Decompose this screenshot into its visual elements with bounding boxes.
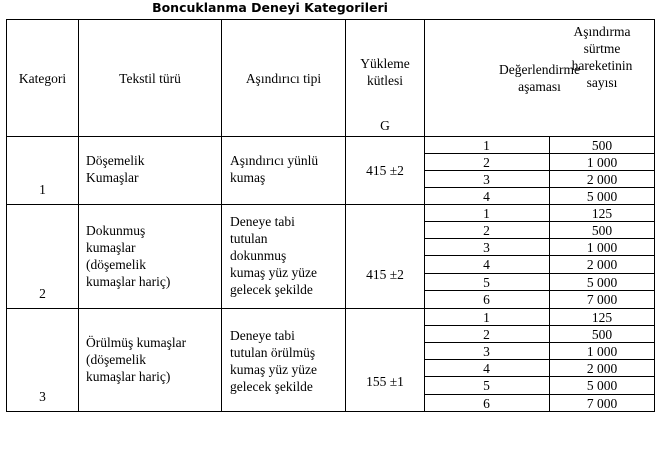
row3-rubs-6: 7 000 [586, 396, 618, 411]
row2-asindirici: Deneye tabi tutulan dokunmuş kumaş yüz yüze gelecek şekilde [230, 214, 317, 297]
row1-stage-4: 4 [483, 189, 490, 204]
col-line-6 [654, 19, 655, 412]
row1-rubs-2: 1 000 [586, 155, 618, 170]
row2-stage-1: 1 [483, 206, 490, 221]
row2-yukleme: 415 ±2 [366, 266, 404, 282]
header-tekstil-turu: Tekstil türü [119, 70, 181, 86]
row2-rubs-5: 5 000 [586, 275, 618, 290]
row2-stage-2: 2 [483, 223, 490, 238]
row3-tekstil: Örülmüş kumaşlar (döşemelik kumaşlar hariç) [86, 335, 187, 384]
table-title: Boncuklanma Deneyi Kategorileri [152, 0, 388, 15]
row1-rubs-4: 5 000 [586, 189, 618, 204]
header-asindirici-tipi: Aşındırıcı tipi [245, 70, 322, 86]
row1-yukleme: 415 ±2 [366, 163, 404, 178]
row3-rubs-4: 2 000 [586, 361, 618, 376]
row1-stage-3: 3 [483, 172, 490, 187]
row3-rubs-2: 500 [591, 327, 613, 342]
row1-tekstil: Döşemelik Kumaşlar [86, 153, 145, 185]
row2-kategori: 2 [39, 286, 46, 301]
row3-stage-6: 6 [483, 396, 490, 411]
row3-stage-4: 4 [483, 361, 490, 376]
row2-rubs-6: 7 000 [586, 292, 618, 307]
row2-rubs-1: 125 [591, 206, 613, 221]
row2-stage-6: 6 [483, 292, 490, 307]
row1-rubs-1: 500 [591, 138, 613, 153]
row1-asindirici: Aşındırıcı yünlü kumaş [230, 153, 319, 185]
row3-stage-5: 5 [483, 378, 490, 393]
row3-yukleme: 155 ±1 [366, 374, 404, 389]
row3-stage-1: 1 [483, 310, 490, 325]
row2-stage-5: 5 [483, 275, 490, 290]
row3-asindirici: Deneye tabi tutulan örülmüş kumaş yüz yüze gelecek şekilde [230, 328, 317, 394]
row1-rubs-3: 2 000 [586, 172, 618, 187]
header-degerlendirme-asamasi: Değerlendirme aşaması [499, 62, 580, 94]
row3-stage-2: 2 [483, 327, 490, 342]
header-yukleme-unit: G [380, 117, 390, 133]
row3-rubs-1: 125 [591, 310, 613, 325]
row2-rubs-4: 2 000 [586, 257, 618, 272]
row2-rubs-2: 500 [591, 223, 613, 238]
row2-stage-3: 3 [483, 240, 490, 255]
header-yukleme-kutlesi: Yükleme kütlesi [360, 56, 410, 88]
header-kategori: Kategori [18, 70, 67, 86]
row1-stage-2: 2 [483, 155, 490, 170]
row3-rubs-5: 5 000 [586, 378, 618, 393]
row3-rubs-3: 1 000 [586, 344, 618, 359]
row2-stage-4: 4 [483, 257, 490, 272]
row2-rubs-3: 1 000 [586, 240, 618, 255]
row3-stage-3: 3 [483, 344, 490, 359]
row1-stage-1: 1 [483, 138, 490, 153]
row1-kategori: 1 [39, 182, 46, 197]
row2-tekstil: Dokunmuş kumaşlar (döşemelik kumaşlar hariç) [86, 223, 171, 289]
row3-kategori: 3 [39, 389, 46, 404]
header-surtme-sayisi: Aşındırma sürtme hareketinin sayısı [571, 24, 633, 90]
